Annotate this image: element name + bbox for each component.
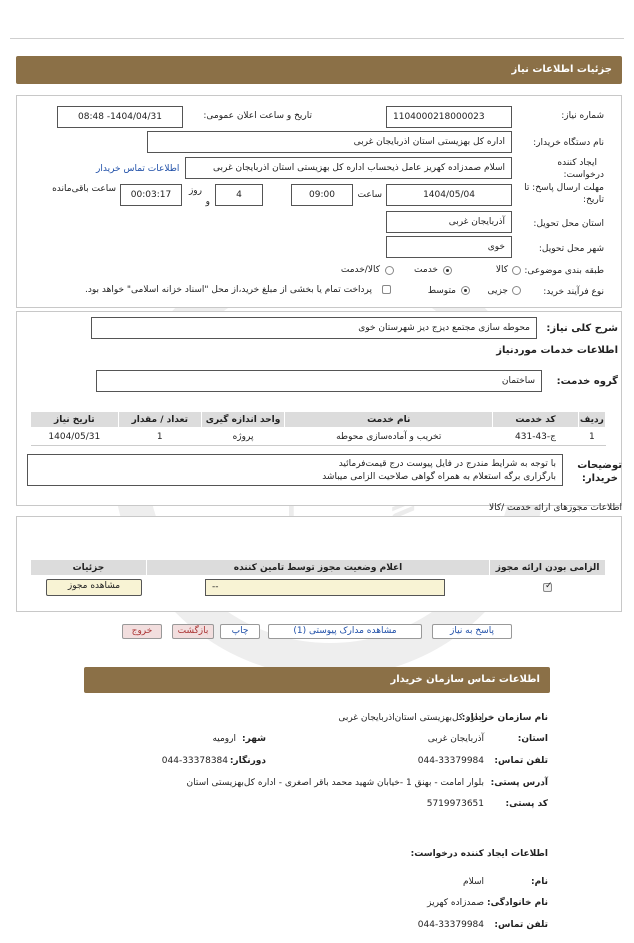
col-qty: تعداد / مقدار xyxy=(118,412,201,428)
treasury-note: پرداخت تمام یا بخشی از مبلغ خرید،از محل "اسناد خزانه اسلامی" خواهد بود. xyxy=(84,285,372,295)
page-title-bar xyxy=(16,56,622,84)
need-number-field: 1104000218000023 xyxy=(386,106,512,128)
contact-fax-label: دورنگار: xyxy=(229,756,266,766)
cell-unit: پروژه xyxy=(201,428,284,446)
col-details: جزئیات xyxy=(31,560,147,576)
page-title: جزئیات اطلاعات نیاز xyxy=(511,64,612,75)
buyer-contact-link[interactable]: اطلاعات تماس خریدار xyxy=(96,164,180,174)
remaining-time-label: ساعت باقی‌مانده xyxy=(52,184,116,194)
col-status: اعلام وضعیت مجوز توسط تامین کننده xyxy=(146,560,489,576)
contact-fax-value: 044-33378384 xyxy=(161,756,228,766)
table-row[interactable] xyxy=(31,428,606,446)
services-section-title: اطلاعات خدمات موردنیاز xyxy=(496,345,618,356)
time-label: ساعت xyxy=(357,190,382,200)
province-field: آذربایجان غربی xyxy=(386,211,512,233)
buyer-org-field: اداره کل بهزیستی استان اذربایجان غربی xyxy=(147,131,512,153)
process-radio-medium[interactable] xyxy=(461,286,470,295)
summary-label: شرح کلی نیاز: xyxy=(546,323,618,334)
permit-status-field[interactable]: -- xyxy=(205,579,445,596)
creator-name-value: اسلام xyxy=(463,877,484,887)
city-field: خوی xyxy=(386,236,512,258)
contact-org-label: نام سازمان خریدار: xyxy=(461,713,548,723)
exit-button[interactable]: خروج xyxy=(122,624,162,639)
contact-phone-value: 044-33379984 xyxy=(417,756,484,766)
creator-name-label: نام: xyxy=(531,877,548,887)
creator-family-label: نام خانوادگی: xyxy=(486,898,548,908)
cell-name: تخریب و آماده‌سازی محوطه xyxy=(285,428,493,446)
need-number-label: شماره نیاز: xyxy=(561,111,604,121)
buyer-notes-line-2: بارگزاری برگه استعلام به همراه گواهی صلاحیت الزامی میباشد xyxy=(322,472,556,482)
view-permit-button[interactable]: مشاهده مجوز xyxy=(46,579,142,596)
print-button[interactable]: چاپ xyxy=(220,624,260,639)
cell-code: ج-43-431 xyxy=(493,428,578,446)
category-radio-goods[interactable] xyxy=(512,266,521,275)
col-required: الزامی بودن ارائه مجوز xyxy=(490,560,606,576)
treasury-checkbox[interactable] xyxy=(382,285,391,294)
creator-phone-label: تلفن تماس: xyxy=(494,920,548,930)
contact-postal-value: 5719973651 xyxy=(426,799,484,809)
category-option-goods: کالا xyxy=(495,265,508,275)
col-row: ردیف xyxy=(578,412,605,428)
contact-address-value: بلوار امامت - بهنق 1 -خیابان شهید محمد باقر اصغری - اداره کل‌بهزیستی استان xyxy=(186,778,484,788)
days-suffix: و xyxy=(205,197,210,207)
contact-org-value: اداره کل‌بهزیستی استان‌اذربایجان غربی xyxy=(338,713,484,723)
deadline-time-field: 09:00 xyxy=(291,184,353,206)
col-name: نام خدمت xyxy=(285,412,493,428)
province-label: استان محل تحویل: xyxy=(533,219,604,229)
city-label: شهر محل تحویل: xyxy=(538,244,604,254)
buyer-notes-label-1: توضیحات xyxy=(577,460,622,471)
contact-city-label: شهر: xyxy=(242,734,266,744)
contact-address-label: آدرس پستی: xyxy=(490,778,548,788)
process-radio-minor[interactable] xyxy=(512,286,521,295)
contact-phone-label: تلفن تماس: xyxy=(494,756,548,766)
buyer-notes-line-1: با توجه به شرایط مندرج در فایل پیوست درج قیمت‌فرمائید xyxy=(338,459,556,469)
col-code: کد خدمت xyxy=(493,412,578,428)
contact-postal-label: کد پستی: xyxy=(505,799,548,809)
remaining-time-field: 00:03:17 xyxy=(120,184,182,206)
top-divider xyxy=(10,38,624,39)
creator-phone-value: 044-33379984 xyxy=(417,920,484,930)
permits-table-header xyxy=(31,560,606,576)
creator-family-value: صمدزاده کهریز xyxy=(427,898,484,908)
creator-info-title: اطلاعات ایجاد کننده درخواست: xyxy=(410,849,548,859)
announce-date-label: تاریخ و ساعت اعلان عمومی: xyxy=(203,111,312,121)
permit-required-checkbox[interactable] xyxy=(543,583,552,592)
creator-label-1: ایجاد کننده xyxy=(557,158,597,168)
contact-province-label: استان: xyxy=(517,734,548,744)
check-icon: ✓ xyxy=(545,581,553,591)
col-date: تاریخ نیاز xyxy=(31,412,119,428)
services-table xyxy=(30,411,606,446)
cell-qty: 1 xyxy=(118,428,201,446)
process-label: نوع فرآیند خرید: xyxy=(543,287,604,297)
service-group-field: ساختمان xyxy=(96,370,542,392)
deadline-label-1: مهلت ارسال پاسخ: تا xyxy=(524,183,604,193)
creator-field: اسلام صمدزاده کهریز عامل ذیحساب اداره کل بهزیستی استان اذربایجان غربی xyxy=(185,157,512,179)
service-group-label: گروه خدمت: xyxy=(556,376,618,387)
buyer-org-label: نام دستگاه خریدار: xyxy=(533,138,604,148)
contact-city-value: ارومیه xyxy=(212,734,236,744)
col-unit: واحد اندازه گیری xyxy=(201,412,284,428)
view-attachments-button[interactable]: مشاهده مدارک پیوستی (1) xyxy=(268,624,422,639)
category-option-both: کالا/خدمت xyxy=(340,265,380,275)
contact-title: اطلاعات تماس سازمان خریدار xyxy=(390,674,540,685)
buyer-notes-label-2: خریدار: xyxy=(581,473,618,484)
contact-title-bar xyxy=(84,667,550,693)
deadline-date-field: 1404/05/04 xyxy=(386,184,512,206)
back-button[interactable]: بازگشت xyxy=(172,624,214,639)
services-table-header xyxy=(31,412,606,428)
category-label: طبقه بندی موضوعی: xyxy=(524,266,604,276)
announce-date-field: 1404/04/31- 08:48 xyxy=(57,106,183,128)
creator-label-2: درخواست: xyxy=(563,170,604,180)
process-option-minor: جزیی xyxy=(487,286,508,296)
cell-date: 1404/05/31 xyxy=(31,428,119,446)
category-radio-service[interactable] xyxy=(443,266,452,275)
days-label: روز xyxy=(188,186,202,196)
contact-province-value: آذربایجان غربی xyxy=(427,734,484,744)
days-field: 4 xyxy=(215,184,263,206)
cell-row: 1 xyxy=(578,428,605,446)
deadline-label-2: تاریخ: xyxy=(583,195,604,205)
process-option-medium: متوسط xyxy=(427,286,456,296)
category-radio-both[interactable] xyxy=(385,266,394,275)
category-option-service: خدمت xyxy=(414,265,438,275)
reply-to-need-button[interactable]: پاسخ به نیاز xyxy=(432,624,512,639)
summary-field: محوطه سازی مجتمع دیزج دیز شهرستان خوی xyxy=(91,317,537,339)
buyer-notes-field xyxy=(27,454,563,486)
permits-title: اطلاعات مجوزهای ارائه خدمت /کالا xyxy=(488,503,622,513)
